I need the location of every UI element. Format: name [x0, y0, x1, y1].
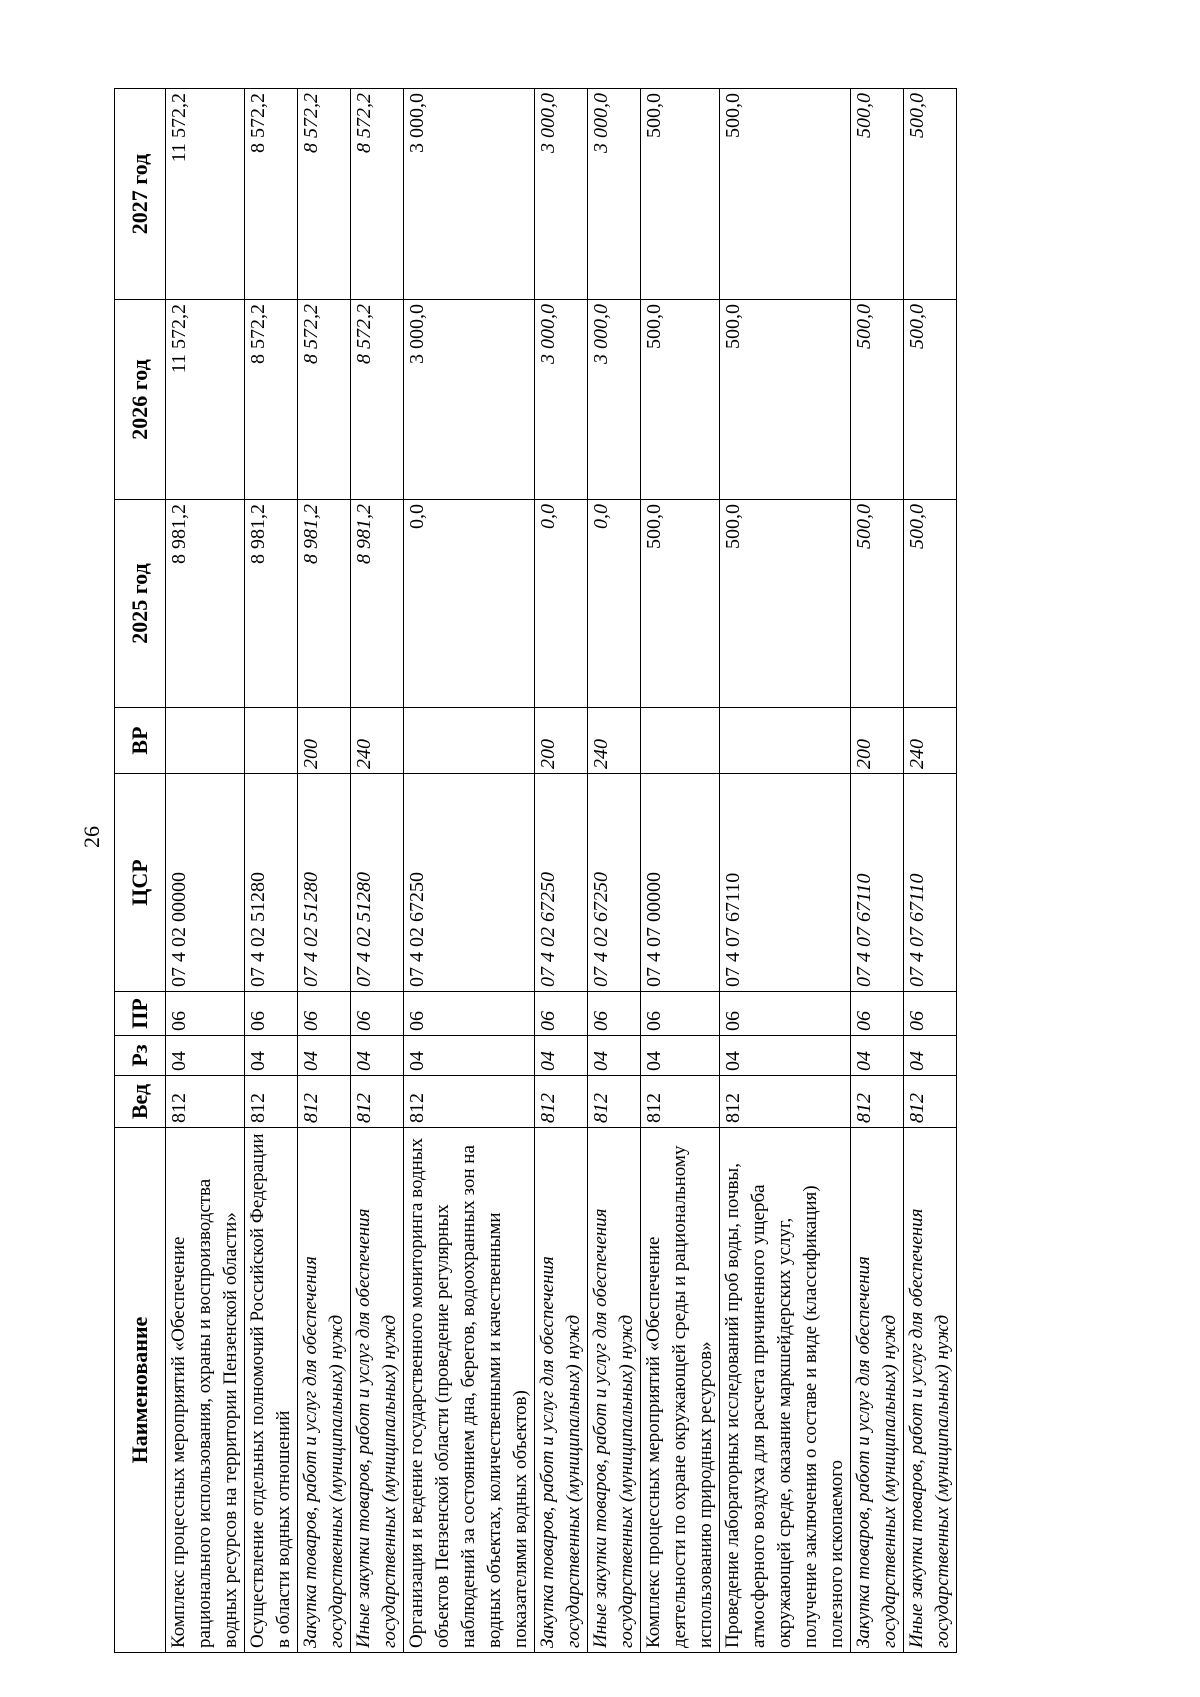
cell-vr: 200 [298, 708, 351, 774]
cell-name: Закупка товаров, работ и услуг для обеспечения государственных (муниципальных) нужд [535, 1128, 588, 1653]
cell-name: Иные закупки товаров, работ и услуг для обеспечения государственных (муниципальных) нужд [904, 1128, 957, 1653]
cell-vr: 240 [588, 708, 641, 774]
cell-pr: 06 [641, 992, 720, 1036]
table-row [851, 89, 904, 1653]
cell-rz: 04 [351, 1036, 404, 1076]
cell-rz: 04 [535, 1036, 588, 1076]
cell-pr: 06 [904, 992, 957, 1036]
cell-name: Комплекс процессных мероприятий «Обеспечение рационального использования, охраны и воспроизводства водных ресурсов на территории Пензенской области» [166, 1128, 245, 1653]
col-header-ved: Вед [115, 1076, 166, 1128]
cell-2027: 500,0 [641, 89, 720, 300]
cell-vr [166, 708, 245, 774]
cell-pr: 06 [720, 992, 851, 1036]
cell-2027: 3 000,0 [535, 89, 588, 300]
cell-2025: 500,0 [904, 500, 957, 708]
cell-pr: 06 [404, 992, 535, 1036]
cell-vr: 240 [351, 708, 404, 774]
table-row [641, 89, 720, 1653]
cell-2027: 500,0 [720, 89, 851, 300]
cell-2026: 500,0 [641, 300, 720, 500]
table-row [351, 89, 404, 1653]
cell-ved: 812 [298, 1076, 351, 1128]
cell-pr: 06 [851, 992, 904, 1036]
cell-rz: 04 [720, 1036, 851, 1076]
cell-ved: 812 [904, 1076, 957, 1128]
cell-2027: 8 572,2 [245, 89, 298, 300]
cell-2026: 3 000,0 [404, 300, 535, 500]
cell-2027: 500,0 [904, 89, 957, 300]
cell-vr: 200 [535, 708, 588, 774]
cell-rz: 04 [851, 1036, 904, 1076]
cell-name: Закупка товаров, работ и услуг для обеспечения государственных (муниципальных) нужд [851, 1128, 904, 1653]
cell-2025: 500,0 [641, 500, 720, 708]
cell-ved: 812 [588, 1076, 641, 1128]
table-row [904, 89, 957, 1653]
cell-pr: 06 [166, 992, 245, 1036]
cell-pr: 06 [245, 992, 298, 1036]
cell-name: Комплекс процессных мероприятий «Обеспечение деятельности по охране окружающей среды и рациональному использованию природных ресурсов» [641, 1128, 720, 1653]
cell-csr: 07 4 02 51280 [245, 774, 298, 992]
cell-2025: 500,0 [720, 500, 851, 708]
cell-2026: 8 572,2 [245, 300, 298, 500]
cell-rz: 04 [641, 1036, 720, 1076]
col-header-2025: 2025 год [115, 500, 166, 708]
cell-2025: 0,0 [588, 500, 641, 708]
cell-pr: 06 [298, 992, 351, 1036]
cell-name: Иные закупки товаров, работ и услуг для обеспечения государственных (муниципальных) нужд [588, 1128, 641, 1653]
cell-ved: 812 [404, 1076, 535, 1128]
rotated-table-container [114, 89, 1074, 1653]
col-header-rz: Рз [115, 1036, 166, 1076]
cell-vr [641, 708, 720, 774]
table-row [298, 89, 351, 1653]
cell-ved: 812 [351, 1076, 404, 1128]
cell-2027: 3 000,0 [588, 89, 641, 300]
cell-vr [720, 708, 851, 774]
cell-csr: 07 4 02 00000 [166, 774, 245, 992]
cell-2026: 3 000,0 [588, 300, 641, 500]
col-header-csr: ЦСР [115, 774, 166, 992]
cell-csr: 07 4 02 67250 [588, 774, 641, 992]
cell-ved: 812 [166, 1076, 245, 1128]
cell-csr: 07 4 07 67110 [851, 774, 904, 992]
cell-name: Осуществление отдельных полномочий Российской Федерации в области водных отношений [245, 1128, 298, 1653]
cell-2025: 0,0 [404, 500, 535, 708]
cell-vr: 200 [851, 708, 904, 774]
cell-pr: 06 [351, 992, 404, 1036]
cell-ved: 812 [535, 1076, 588, 1128]
cell-csr: 07 4 07 67110 [904, 774, 957, 992]
cell-2026: 500,0 [851, 300, 904, 500]
budget-table [114, 88, 957, 1653]
cell-ved: 812 [851, 1076, 904, 1128]
col-header-2027: 2027 год [115, 89, 166, 300]
cell-pr: 06 [588, 992, 641, 1036]
cell-2025: 8 981,2 [298, 500, 351, 708]
cell-2027: 3 000,0 [404, 89, 535, 300]
cell-2025: 0,0 [535, 500, 588, 708]
cell-rz: 04 [166, 1036, 245, 1076]
cell-name: Организация и ведение государственного мониторинга водных объектов Пензенской области (проведение регулярных наблюдений за состоянием дна, берегов, водоохранных зон на водных объектах, количественными и качественными показателями водных объектов) [404, 1128, 535, 1653]
cell-2025: 8 981,2 [245, 500, 298, 708]
cell-rz: 04 [404, 1036, 535, 1076]
cell-csr: 07 4 07 00000 [641, 774, 720, 992]
cell-2025: 8 981,2 [166, 500, 245, 708]
cell-csr: 07 4 02 51280 [351, 774, 404, 992]
col-header-pr: ПР [115, 992, 166, 1036]
cell-ved: 812 [641, 1076, 720, 1128]
cell-ved: 812 [720, 1076, 851, 1128]
cell-vr: 240 [904, 708, 957, 774]
cell-2025: 8 981,2 [351, 500, 404, 708]
col-header-name: Наименование [115, 1128, 166, 1653]
cell-csr: 07 4 02 67250 [404, 774, 535, 992]
cell-2025: 500,0 [851, 500, 904, 708]
cell-rz: 04 [588, 1036, 641, 1076]
cell-pr: 06 [535, 992, 588, 1036]
cell-2027: 8 572,2 [298, 89, 351, 300]
cell-vr [404, 708, 535, 774]
cell-vr [245, 708, 298, 774]
table-row [404, 89, 535, 1653]
cell-2027: 500,0 [851, 89, 904, 300]
cell-name: Проведение лабораторных исследований проб воды, почвы, атмосферного воздуха для расчета причиненного ущерба окружающей среде, оказание маркшейдерских услуг, получение заключения о составе и виде (классификация) полезного ископаемого [720, 1128, 851, 1653]
cell-2027: 8 572,2 [351, 89, 404, 300]
cell-2026: 500,0 [720, 300, 851, 500]
cell-csr: 07 4 02 51280 [298, 774, 351, 992]
cell-2026: 8 572,2 [351, 300, 404, 500]
table-row [588, 89, 641, 1653]
cell-name: Закупка товаров, работ и услуг для обеспечения государственных (муниципальных) нужд [298, 1128, 351, 1653]
table-row [535, 89, 588, 1653]
page-number: 26 [79, 826, 104, 848]
cell-rz: 04 [904, 1036, 957, 1076]
cell-name: Иные закупки товаров, работ и услуг для обеспечения государственных (муниципальных) нужд [351, 1128, 404, 1653]
col-header-vr: ВР [115, 708, 166, 774]
cell-rz: 04 [245, 1036, 298, 1076]
cell-csr: 07 4 07 67110 [720, 774, 851, 992]
table-row [166, 89, 245, 1653]
table-row [720, 89, 851, 1653]
cell-ved: 812 [245, 1076, 298, 1128]
col-header-2026: 2026 год [115, 300, 166, 500]
cell-2027: 11 572,2 [166, 89, 245, 300]
table-row [245, 89, 298, 1653]
cell-csr: 07 4 02 67250 [535, 774, 588, 992]
cell-2026: 8 572,2 [298, 300, 351, 500]
cell-rz: 04 [298, 1036, 351, 1076]
cell-2026: 500,0 [904, 300, 957, 500]
cell-2026: 3 000,0 [535, 300, 588, 500]
cell-2026: 11 572,2 [166, 300, 245, 500]
header-row [115, 89, 166, 1653]
